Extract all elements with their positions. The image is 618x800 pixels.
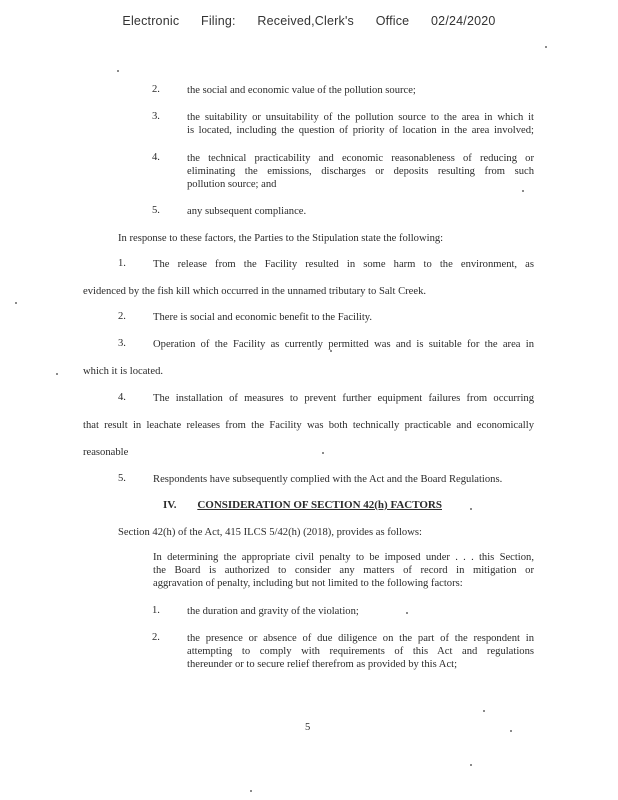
- top-list-line: eliminating the emissions, discharges or deposits resulting from such: [187, 166, 534, 177]
- bottom-list-number: 1.: [152, 605, 160, 616]
- scan-speck: [510, 730, 512, 732]
- top-list-line: any subsequent compliance.: [187, 206, 307, 217]
- filing-header: [0, 14, 618, 28]
- response-line: Operation of the Facility as currently permitted was and is suitable for the area in: [153, 339, 534, 350]
- response-line: reasonable: [83, 447, 129, 458]
- header-office: Office: [375, 14, 410, 28]
- top-list-number: 2.: [152, 84, 160, 95]
- scan-speck: [56, 373, 58, 375]
- scan-speck: [322, 452, 324, 454]
- response-line: The installation of measures to prevent further equipment failures from occurring: [153, 393, 534, 404]
- top-list-line: the technical practicability and economic reasonableness of reducing or: [187, 153, 534, 164]
- header-filing: Filing:: [200, 14, 236, 28]
- scan-speck: [470, 508, 472, 510]
- top-list-number: 5.: [152, 205, 160, 216]
- quote-line: aggravation of penalty, including but not limited to the following factors:: [153, 578, 463, 589]
- response-line: The release from the Facility resulted in some harm to the environment, as: [153, 259, 534, 270]
- top-list-line: the social and economic value of the pollution source;: [187, 85, 416, 96]
- scan-speck: [406, 612, 408, 614]
- page-number: 5: [305, 722, 311, 733]
- header-electronic: Electronic: [122, 14, 180, 28]
- section-intro: Section 42(h) of the Act, 415 ILCS 5/42(h) (2018), provides as follows:: [118, 527, 422, 538]
- scan-speck: [470, 764, 472, 766]
- header-date: 02/24/2020: [431, 14, 496, 28]
- response-line: There is social and economic benefit to the Facility.: [153, 312, 373, 323]
- top-list-line: pollution source; and: [187, 179, 277, 190]
- response-line: Respondents have subsequently complied with the Act and the Board Regulations.: [153, 474, 503, 485]
- bottom-list-line: thereunder or to secure relief therefrom as provided by this Act;: [187, 659, 458, 670]
- response-number: 4.: [118, 392, 126, 403]
- scan-speck: [250, 790, 252, 792]
- response-number: 2.: [118, 311, 126, 322]
- response-line: which it is located.: [83, 366, 164, 377]
- bottom-list-line: attempting to comply with requirements of this Act and regulations: [187, 646, 534, 657]
- response-line: evidenced by the fish kill which occurred in the unnamed tributary to Salt Creek.: [83, 286, 427, 297]
- scan-speck: [330, 350, 332, 352]
- scan-speck: [483, 710, 485, 712]
- top-list-line: is located, including the question of priority of location in the area involved;: [187, 125, 534, 136]
- header-received: Received,Clerk's: [257, 14, 355, 28]
- bottom-list-line: the presence or absence of due diligence on the part of the respondent in: [187, 633, 534, 644]
- bottom-list-line: the duration and gravity of the violation;: [187, 606, 359, 617]
- section-heading: [163, 499, 442, 511]
- top-list-number: 3.: [152, 111, 160, 122]
- scan-speck: [522, 190, 524, 192]
- response-number: 3.: [118, 338, 126, 349]
- bottom-list-number: 2.: [152, 632, 160, 643]
- quote-line: In determining the appropriate civil penalty to be imposed under . . . this Section,: [153, 552, 534, 563]
- scan-speck: [15, 302, 17, 304]
- quote-line: the Board is authorized to consider any matters of record in mitigation or: [153, 565, 534, 576]
- intro-paragraph: In response to these factors, the Parties to the Stipulation state the following:: [118, 233, 444, 244]
- response-number: 5.: [118, 473, 126, 484]
- top-list-number: 4.: [152, 152, 160, 163]
- top-list-line: the suitability or unsuitability of the pollution source to the area in which it: [187, 112, 534, 123]
- section-title: CONSIDERATION OF SECTION 42(h) FACTORS: [197, 499, 442, 511]
- response-number: 1.: [118, 258, 126, 269]
- scan-speck: [545, 46, 547, 48]
- section-number: IV.: [163, 499, 177, 511]
- scan-speck: [117, 70, 119, 72]
- response-line: that result in leachate releases from the Facility was both technically practicable and economically: [83, 420, 534, 431]
